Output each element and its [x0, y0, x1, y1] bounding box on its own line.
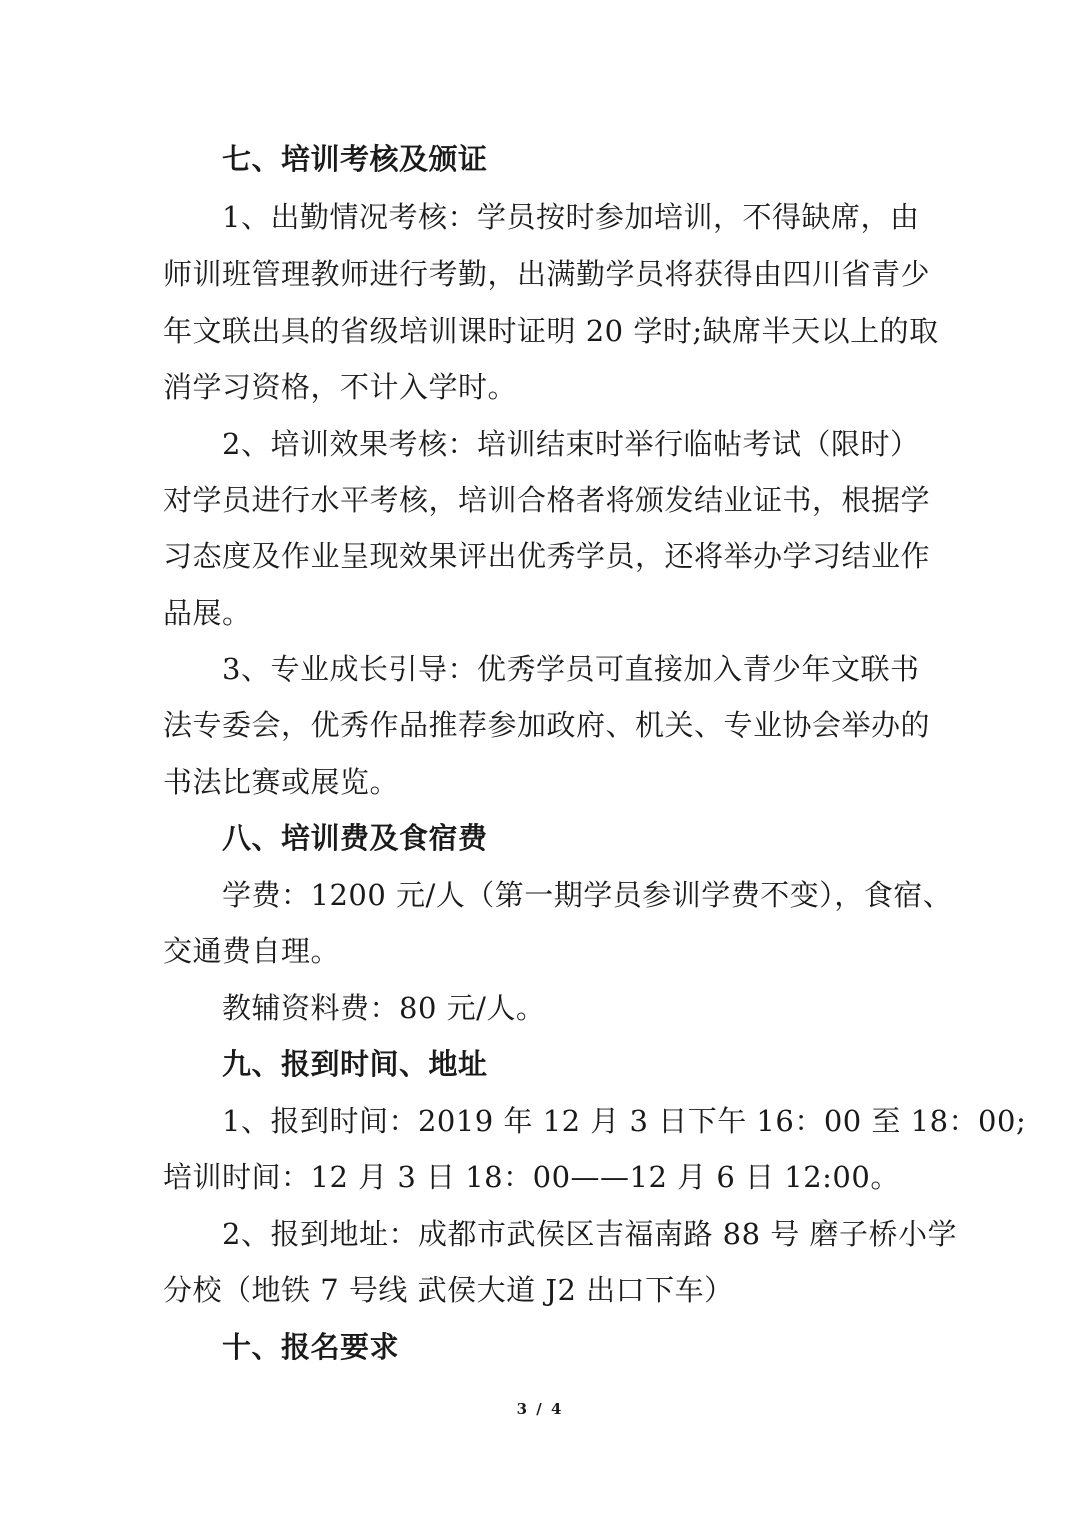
section-7-paragraph-3-line-1: 3、专业成长引导：优秀学员可直接加入青少年文联书 [222, 652, 920, 686]
section-7-paragraph-2-line-2: 对学员进行水平考核，培训合格者将颁发结业证书，根据学 [163, 483, 931, 517]
section-heading-7: 七、培训考核及颁证 [222, 142, 488, 176]
section-heading-9: 九、报到时间、地址 [222, 1047, 488, 1081]
section-heading-8: 八、培训费及食宿费 [222, 821, 488, 855]
section-7-paragraph-1-line-4: 消学习资格，不计入学时。 [163, 370, 518, 404]
section-8-paragraph-2-line-1: 教辅资料费：80 元/人。 [222, 991, 546, 1025]
section-7-paragraph-3-line-2: 法专委会，优秀作品推荐参加政府、机关、专业协会举办的 [163, 708, 931, 742]
section-7-paragraph-3-line-3: 书法比赛或展览。 [163, 765, 400, 799]
section-8-paragraph-1-line-1: 学费：1200 元/人（第一期学员参训学费不变），食宿、 [222, 878, 953, 912]
section-9-paragraph-2-line-2: 分校（地铁 7 号线 武侯大道 J2 出口下车） [163, 1273, 734, 1307]
section-7-paragraph-2-line-1: 2、培训效果考核：培训结束时举行临帖考试（限时） [222, 427, 920, 461]
section-9-paragraph-1-line-1: 1、报到时间：2019 年 12 月 3 日下午 16：00 至 18：00; [222, 1104, 1027, 1138]
section-7-paragraph-2-line-4: 品展。 [163, 596, 252, 630]
section-9-paragraph-2-line-1: 2、报到地址：成都市武侯区吉福南路 88 号 磨子桥小学 [222, 1217, 958, 1251]
section-heading-10: 十、报名要求 [222, 1330, 400, 1364]
section-8-paragraph-1-line-2: 交通费自理。 [163, 934, 341, 968]
section-7-paragraph-1-line-1: 1、出勤情况考核：学员按时参加培训，不得缺席，由 [222, 200, 920, 234]
section-7-paragraph-2-line-3: 习态度及作业呈现效果评出优秀学员，还将举办学习结业作 [163, 539, 931, 573]
page-number: 3 / 4 [516, 1400, 564, 1418]
section-7-paragraph-1-line-2: 师训班管理教师进行考勤，出满勤学员将获得由四川省青少 [163, 257, 931, 291]
section-9-paragraph-1-line-2: 培训时间：12 月 3 日 18：00——12 月 6 日 12:00。 [163, 1160, 900, 1194]
section-7-paragraph-1-line-3: 年文联出具的省级培训课时证明 20 学时;缺席半天以上的取 [163, 314, 939, 348]
